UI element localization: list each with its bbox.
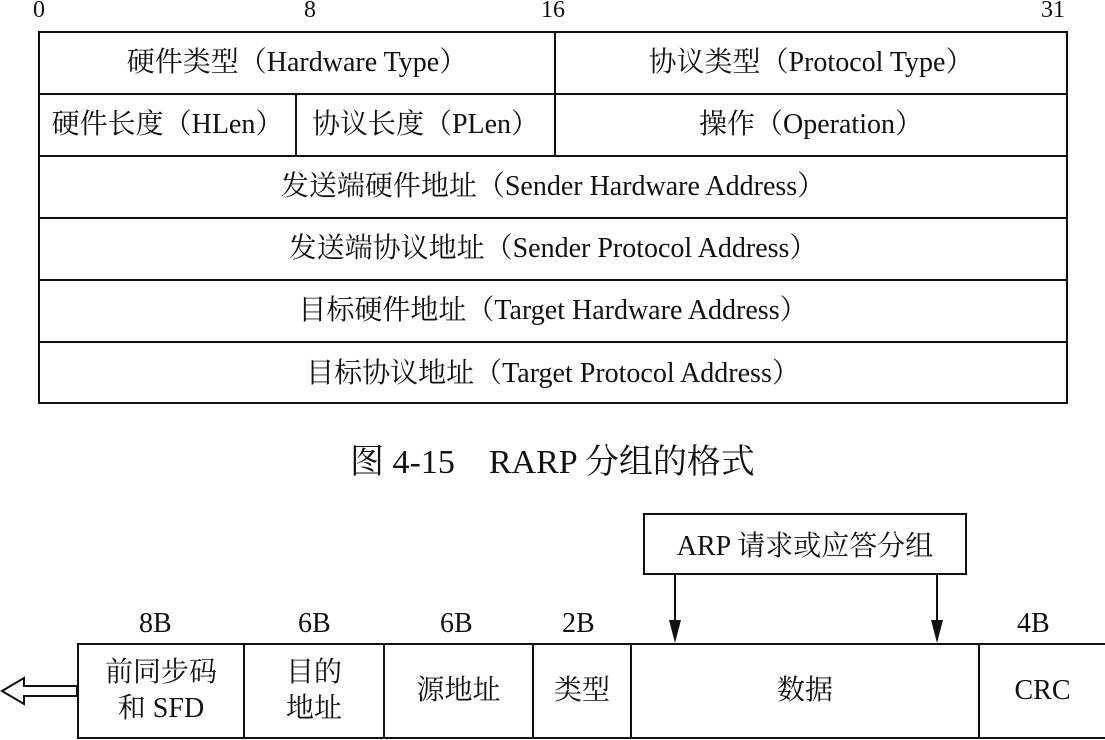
- operation-field: 操作（Operation）: [699, 109, 923, 140]
- protocol-length-field: 协议长度（PLen）: [297, 95, 556, 155]
- sender-hardware-address-field: 发送端硬件地址（Sender Hardware Address）: [280, 171, 826, 202]
- down-arrow-icon: [669, 575, 681, 643]
- size-label-crc: 4B: [1017, 608, 1050, 639]
- field-line: 和 SFD: [117, 693, 205, 724]
- bit-marker-8: 8: [304, 0, 316, 23]
- bit-marker-0: 0: [33, 0, 45, 23]
- size-label-dest: 6B: [298, 608, 331, 639]
- hardware-type-field: 硬件类型（Hardware Type）: [40, 33, 556, 93]
- bit-marker-31: 31: [1041, 0, 1065, 23]
- field-line: 目的: [285, 657, 342, 688]
- target-hardware-address-field: 目标硬件地址（Target Hardware Address）: [298, 295, 808, 326]
- arp-packet-label: ARP 请求或应答分组: [676, 531, 934, 562]
- hardware-length-field: 硬件长度（HLen）: [40, 95, 297, 155]
- bit-marker-16: 16: [541, 0, 565, 23]
- field-line: 数据: [776, 675, 833, 706]
- field-line: 源地址: [416, 675, 501, 706]
- field-line: 前同步码: [104, 657, 217, 688]
- field-line: CRC: [1014, 675, 1071, 706]
- left-hollow-arrow-icon: [2, 678, 77, 704]
- protocol-type-field: 协议类型（Protocol Type）: [648, 47, 974, 78]
- figure-caption: 图 4-15 RARP 分组的格式: [350, 444, 755, 481]
- field-line: 地址: [285, 693, 342, 724]
- size-label-preamble: 8B: [139, 608, 172, 639]
- down-arrow-icon: [931, 575, 943, 643]
- sender-protocol-address-field: 发送端协议地址（Sender Protocol Address）: [288, 233, 818, 264]
- size-label-src: 6B: [440, 608, 473, 639]
- size-label-type: 2B: [562, 608, 595, 639]
- target-protocol-address-field: 目标协议地址（Target Protocol Address）: [306, 357, 800, 389]
- field-line: 类型: [553, 675, 610, 706]
